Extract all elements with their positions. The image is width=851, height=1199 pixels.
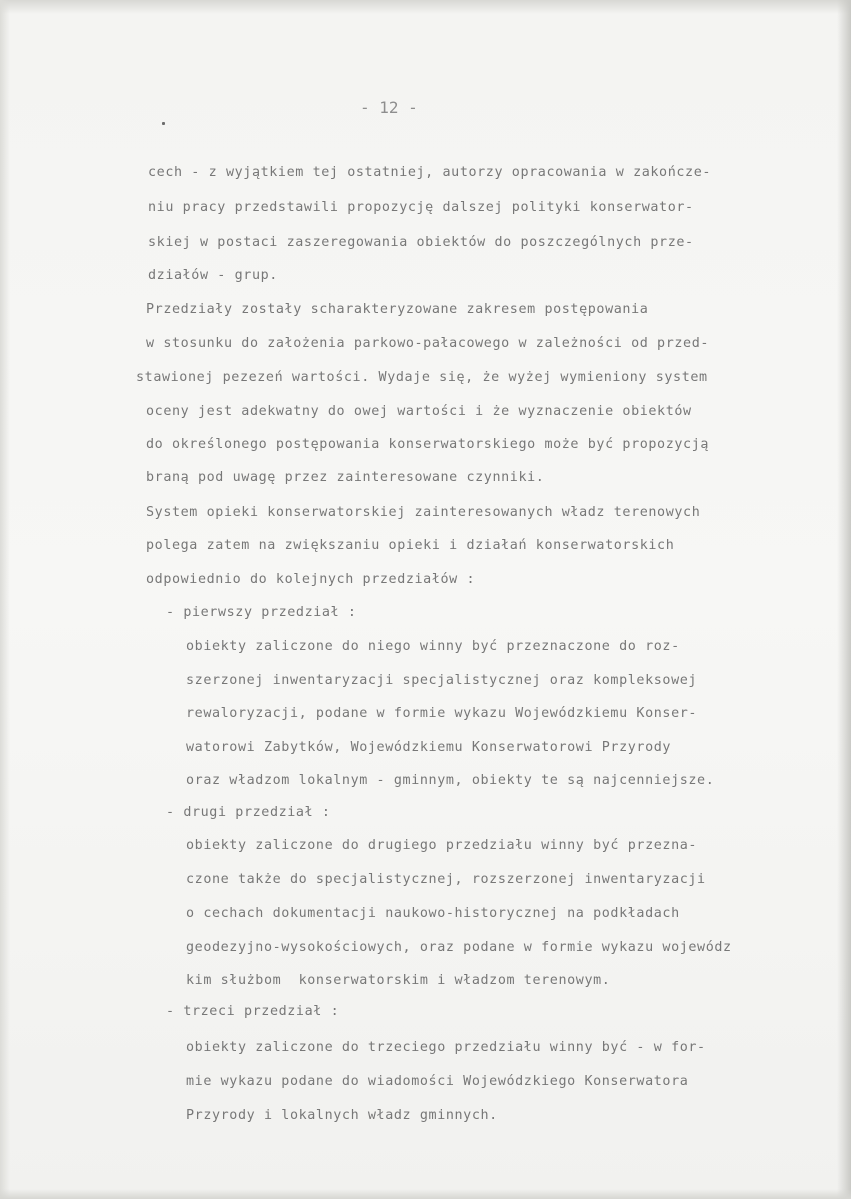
scan-speck (162, 122, 165, 125)
list-item-heading: - pierwszy przedział : (166, 605, 357, 620)
text-line: skiej w postaci zaszeregowania obiektów do poszczególnych prze- (148, 235, 694, 250)
text-line: kim służbom konserwatorskim i władzom terenowym. (186, 973, 611, 988)
text-line: obiekty zaliczone do trzeciego przedziału winny być - w for- (186, 1040, 706, 1055)
scan-edge-bottom (0, 1189, 851, 1199)
text-line: braną pod uwagę przez zainteresowane czynniki. (146, 470, 545, 485)
text-line: obiekty zaliczone do niego winny być przeznaczone do roz- (186, 639, 680, 654)
text-line: obiekty zaliczone do drugiego przedziału winny być przezna- (186, 838, 698, 853)
text-line: watorowi Zabytków, Wojewódzkiemu Konserwatorowi Przyrody (186, 740, 672, 755)
text-line: oceny jest adekwatny do owej wartości i że wyznaczenie obiektów (146, 404, 692, 419)
list-item-heading: - trzeci przedział : (166, 1004, 340, 1019)
text-line: niu pracy przedstawili propozycję dalszej polityki konserwator- (148, 200, 694, 215)
text-line: działów - grup. (148, 268, 278, 283)
text-line: cech - z wyjątkiem tej ostatniej, autorzy opracowania w zakończe- (148, 165, 712, 180)
text-line: Przedziały zostały scharakteryzowane zakresem postępowania (146, 302, 649, 317)
text-line: do określonego postępowania konserwatorskiego może być propozycją (146, 437, 710, 452)
text-line: System opieki konserwatorskiej zainteresowanych władz terenowych (146, 505, 701, 520)
page-number: - 12 - (360, 98, 418, 117)
text-line: czone także do specjalistycznej, rozszerzonej inwentaryzacji (186, 872, 706, 887)
text-line: o cechach dokumentacji naukowo-historycznej na podkładach (186, 906, 680, 921)
text-line: mie wykazu podane do wiadomości Wojewódzkiego Konserwatora (186, 1074, 689, 1089)
scan-edge-left (0, 0, 10, 1199)
text-line: rewaloryzacji, podane w formie wykazu Wojewódzkiemu Konser- (186, 706, 698, 721)
text-line: szerzonej inwentaryzacji specjalistycznej oraz kompleksowej (186, 673, 698, 688)
scan-edge-right (837, 0, 851, 1199)
text-line: w stosunku do założenia parkowo-pałacowego w zależności od przed- (146, 336, 710, 351)
scan-edge-top (0, 0, 851, 14)
text-line: oraz władzom lokalnym - gminnym, obiekty te są najcenniejsze. (186, 773, 715, 788)
text-line: stawionej pezezeń wartości. Wydaje się, że wyżej wymieniony system (136, 370, 708, 385)
text-line: polega zatem na zwiększaniu opieki i działań konserwatorskich (146, 538, 675, 553)
list-item-heading: - drugi przedział : (166, 805, 331, 820)
text-line: Przyrody i lokalnych władz gminnych. (186, 1108, 498, 1123)
text-line: odpowiednio do kolejnych przedziałów : (146, 572, 476, 587)
text-line: geodezyjno-wysokościowych, oraz podane w formie wykazu wojewódz (186, 940, 732, 955)
